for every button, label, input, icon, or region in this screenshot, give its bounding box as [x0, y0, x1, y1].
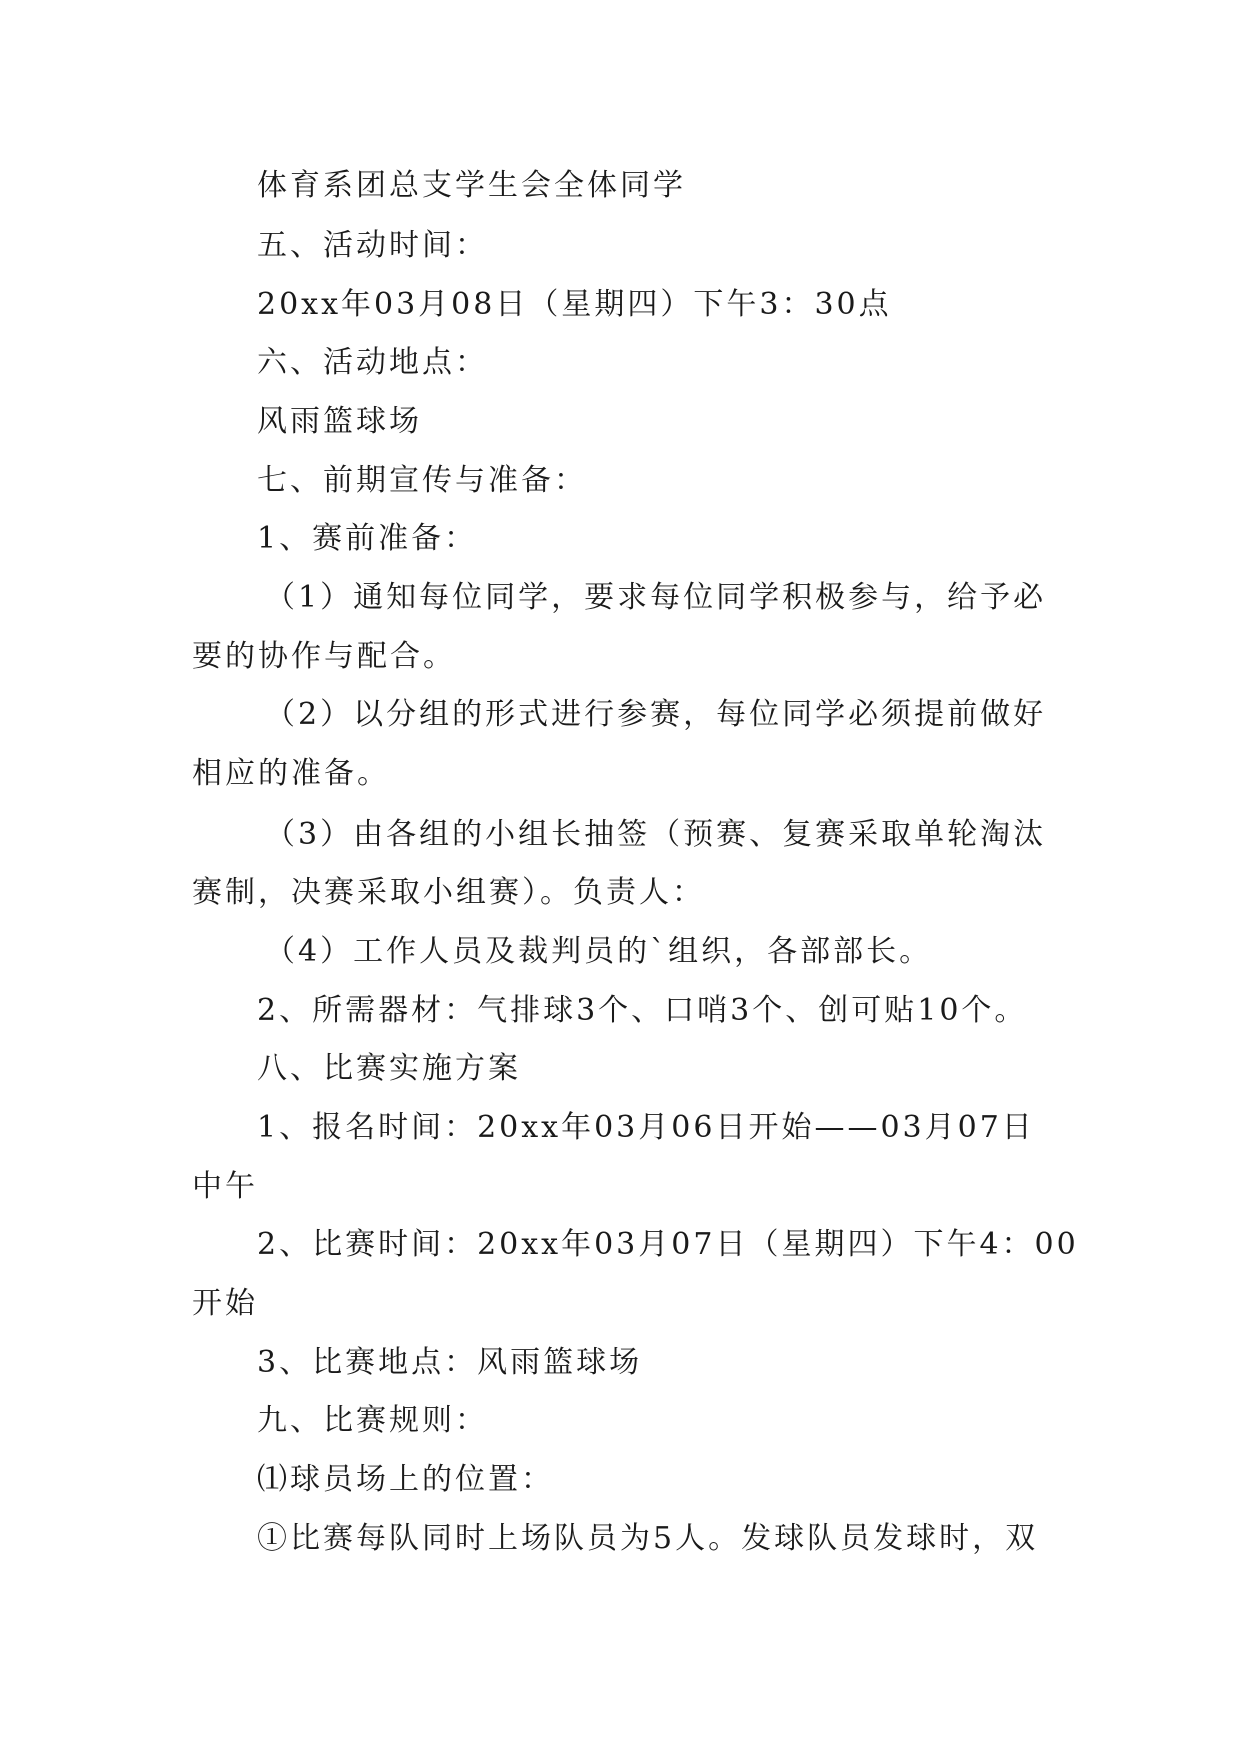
section-heading-time: 五、活动时间：: [257, 228, 488, 263]
paragraph-line: 赛制，决赛采取小组赛）。负责人：: [192, 875, 705, 910]
paragraph-line: （1）通知每位同学，要求每位同学积极参与，给予必: [265, 580, 1047, 615]
section-heading-preparation: 七、前期宣传与准备：: [257, 463, 587, 498]
paragraph-line: （4）工作人员及裁判员的`组织，各部部长。: [265, 934, 933, 969]
paragraph-line: 1、报名时间：20xx年03月06日开始——03月07日: [257, 1110, 1035, 1145]
paragraph-line: （3）由各组的小组长抽签（预赛、复赛采取单轮淘汰: [265, 817, 1047, 852]
paragraph-line: 相应的准备。: [192, 756, 390, 791]
paragraph-line: ⑴球员场上的位置：: [257, 1462, 554, 1497]
equipment-line: 2、所需器材：气排球3个、口哨3个、创可贴10个。: [257, 993, 1028, 1028]
paragraph-line: 3、比赛地点：风雨篮球场: [257, 1345, 643, 1380]
paragraph-line: （2）以分组的形式进行参赛，每位同学必须提前做好: [265, 697, 1047, 732]
subheading-pre-match: 1、赛前准备：: [257, 521, 478, 556]
section-heading-rules: 九、比赛规则：: [257, 1403, 488, 1438]
section-heading-location: 六、活动地点：: [257, 345, 488, 380]
section-heading-plan: 八、比赛实施方案: [257, 1051, 521, 1086]
paragraph-line: 中午: [192, 1169, 258, 1204]
paragraph-line: ①比赛每队同时上场队员为5人。发球队员发球时，双: [257, 1521, 1039, 1556]
activity-location: 风雨篮球场: [257, 404, 422, 439]
paragraph-line: 要的协作与配合。: [192, 639, 456, 674]
activity-time: 20xx年03月08日（星期四）下午3：30点: [257, 287, 892, 322]
paragraph-line: 开始: [192, 1286, 258, 1321]
participants-line: 体育系团总支学生会全体同学: [257, 168, 686, 203]
paragraph-line: 2、比赛时间：20xx年03月07日（星期四）下午4：00: [257, 1227, 1079, 1262]
